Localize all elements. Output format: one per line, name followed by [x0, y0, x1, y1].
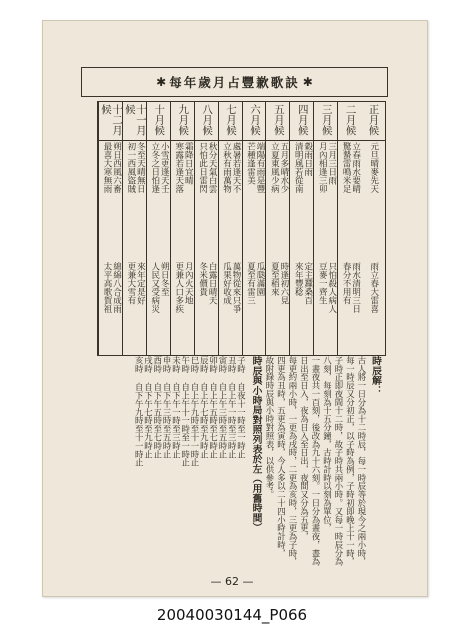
- month-label-text: 十一月候: [123, 104, 147, 136]
- hour-row: [190, 356, 200, 467]
- month-forecast-table: [97, 101, 386, 356]
- verse-text: 來年豐稔: [293, 262, 304, 296]
- hour-text: 卯時 自上午五時至七時止: [208, 356, 219, 459]
- hour-row: [227, 356, 237, 458]
- month-verse-lower: [290, 262, 314, 352]
- shichen-text-column: [277, 356, 287, 557]
- verse-text: 雨立春大雷喜: [368, 262, 379, 313]
- month-verse-lower: [219, 262, 243, 352]
- hour-text: 午時 自上午十一時至一時止: [180, 356, 191, 467]
- month-label: [338, 102, 362, 141]
- shichen-text: 日出至日入，夜為日入至日出，夜間又分為五更，: [299, 356, 310, 541]
- month-verse-upper: [314, 142, 338, 257]
- verse-text: 只怕此日雷閃: [197, 142, 208, 193]
- month-label: [219, 102, 243, 141]
- month-label: [171, 102, 195, 141]
- month-label: [266, 102, 290, 141]
- verse-text: 夏至有雷三: [245, 262, 256, 305]
- verse-text: 立冬之日怕逢: [149, 142, 160, 193]
- month-column: [194, 102, 219, 355]
- hour-text: 寅時 自上午三時至五時止: [217, 356, 228, 459]
- shichen-section: [97, 356, 384, 568]
- hour-row: [153, 356, 163, 458]
- star-icon: ✱: [302, 75, 313, 89]
- month-column: [313, 102, 338, 355]
- hour-text: 子時 自夜十一時至一時止: [236, 356, 247, 459]
- verse-text: 春分不用有: [341, 262, 352, 305]
- verse-text: 白露日晴天: [207, 262, 218, 305]
- verse-text: 秋分天氣白雲: [207, 142, 218, 193]
- month-label: [361, 102, 385, 141]
- verse-text: 穀雨日雨: [302, 142, 313, 176]
- hour-text: 亥時 自下午九時至十一時止: [134, 356, 145, 467]
- verse-text: 寒露若逢天落: [173, 142, 184, 193]
- verse-text: 冬米價貴: [197, 262, 208, 296]
- shichen-text-column: [311, 356, 321, 566]
- image-caption: 20040030144_P066: [156, 606, 308, 624]
- verse-text: 立夏東風少病: [269, 142, 280, 193]
- verse-text: 端陽有雨是豐: [254, 142, 265, 193]
- shichen-text: 四更為丑時，五更為寅時，今人多以二十四小時計時，: [276, 356, 287, 558]
- month-label: [243, 102, 267, 141]
- hour-row: [181, 356, 191, 467]
- shichen-text-column: [300, 356, 310, 541]
- month-column: [146, 102, 171, 355]
- month-verse-lower: [243, 262, 267, 352]
- hour-row: [209, 356, 219, 458]
- month-verse-lower: [338, 262, 362, 352]
- month-label-text: 五月候: [272, 104, 285, 136]
- hour-row: [134, 356, 144, 467]
- star-icon: ✱: [156, 75, 167, 89]
- verse-text: 定主蠶桑百: [302, 262, 313, 305]
- month-label-text: 六月候: [248, 104, 261, 136]
- month-label-text: 七月候: [225, 104, 238, 136]
- month-column: [122, 102, 147, 355]
- month-label-text: 二月候: [344, 104, 357, 136]
- verse-text: 夏至稻來: [269, 262, 280, 296]
- shichen-text: 子時正即夜間十二時，故子時共兩小時。又每一時辰分為: [334, 356, 344, 566]
- hour-table-title-text: 時辰與小時局對照列表於左（用舊時間）: [250, 356, 262, 533]
- month-label: [99, 102, 123, 141]
- shichen-text-column: [334, 356, 344, 566]
- month-label: [195, 102, 219, 141]
- month-column: [361, 102, 385, 355]
- verse-text: 初一西風盜賊: [125, 142, 136, 193]
- verse-text: 朔日西風六畜: [111, 142, 122, 193]
- verse-text: 瓜瓞滿園: [254, 262, 265, 296]
- verse-text: 處暑若逢天不: [231, 142, 242, 193]
- shichen-text: 古人將一日分為十二時辰，每一時辰等於現今之兩小時，: [357, 356, 367, 566]
- month-verse-lower: [195, 262, 219, 352]
- shichen-text-column: [288, 356, 298, 566]
- shichen-text-column: [357, 356, 367, 566]
- hour-text: 申時 自下午三時至五時止: [162, 356, 173, 459]
- shichen-text: 每一時辰又分初正，以子時為例，子時初即晚上十一時，: [345, 356, 356, 566]
- verse-text: 人民又受病災: [149, 262, 160, 313]
- month-verse-upper: [243, 142, 267, 257]
- month-column: [242, 102, 267, 355]
- month-verse-lower: [147, 262, 171, 352]
- hour-row: [171, 356, 181, 458]
- month-verse-lower: [361, 262, 385, 352]
- month-label: [290, 102, 314, 141]
- verse-text: 綿綿八合成雨: [111, 262, 122, 313]
- page-number: — 62 —: [210, 575, 254, 588]
- verse-text: 太平高歌賀祖: [101, 262, 112, 313]
- month-label-text: 三月候: [320, 104, 333, 136]
- verse-text: 萬物從來只爭: [231, 262, 242, 313]
- shichen-text: 八刻，每刻為十五分鐘，古時計時以刻為單位，: [322, 356, 333, 533]
- verse-text: 朔日冬至: [159, 262, 170, 296]
- verse-text: 霜降日宜晴: [183, 142, 194, 185]
- verse-text: 清明風若從南: [293, 142, 304, 193]
- month-verse-upper: [338, 142, 362, 257]
- verse-text: 來年定是好: [135, 262, 146, 305]
- month-column: [170, 102, 195, 355]
- month-column: [98, 102, 123, 355]
- shichen-title-text: 時辰解：: [370, 356, 381, 396]
- month-label-text: 十二月候: [99, 104, 123, 136]
- hour-row: [162, 356, 172, 458]
- month-verse-lower: [266, 262, 290, 352]
- shichen-text: 故附錄時辰與小時對照表，以供參考。: [265, 356, 275, 499]
- hour-table-title: [251, 356, 262, 532]
- month-verse-lower: [99, 262, 123, 352]
- shichen-text-column: [346, 356, 356, 566]
- month-label: [123, 102, 147, 141]
- verse-text: 月內火天地: [183, 262, 194, 305]
- month-verse-upper: [147, 142, 171, 257]
- shichen-text: 每更約兩小時，一更為戌時，二更為亥時，三更為子時，: [288, 356, 298, 566]
- page-title: 每年歲月占豐歉歌訣: [169, 75, 300, 90]
- month-verse-upper: [290, 142, 314, 257]
- month-label-text: 正月候: [367, 104, 380, 136]
- verse-text: 豆麥一齊生: [317, 262, 328, 305]
- month-column: [265, 102, 290, 355]
- month-label-text: 四月候: [296, 104, 309, 136]
- verse-text: 只怕殺人病人: [326, 262, 337, 313]
- hour-row: [144, 356, 154, 458]
- verse-text: 驚蟄雷鳴米足: [341, 142, 352, 193]
- shichen-text-column: [265, 356, 275, 499]
- month-column: [337, 102, 362, 355]
- verse-text: 立春雨水要晴: [350, 142, 361, 193]
- verse-text: 雨水清明三日: [350, 262, 361, 313]
- shichen-text: 一晝夜共一百刻，後改為九十六刻。一日分為晝夜，晝為: [311, 356, 321, 566]
- month-verse-upper: [219, 142, 243, 257]
- month-label-text: 九月候: [177, 104, 190, 136]
- hour-row: [218, 356, 228, 458]
- month-verse-upper: [361, 142, 385, 257]
- month-verse-lower: [123, 262, 147, 352]
- verse-text: 瓜果好收成: [221, 262, 232, 305]
- verse-text: 芒種逢雷美: [245, 142, 256, 185]
- month-verse-upper: [171, 142, 195, 257]
- month-verse-upper: [266, 142, 290, 257]
- verse-text: 小雪更逢天壬: [159, 142, 170, 193]
- verse-text: 立秋有雨萬物: [221, 142, 232, 193]
- hour-text: 辰時 自上午七時至九時止: [199, 356, 210, 459]
- month-label: [314, 102, 338, 141]
- page-header-box: [81, 67, 388, 97]
- month-verse-upper: [195, 142, 219, 257]
- month-verse-lower: [171, 262, 195, 352]
- shichen-title: [370, 356, 381, 395]
- shichen-text-column: [323, 356, 333, 532]
- verse-text: 三月三日雨: [326, 142, 337, 185]
- verse-text: 更兼大雪有: [125, 262, 136, 305]
- verse-text: 五月多晴水少: [278, 142, 289, 193]
- verse-text: 更兼人口多疾: [173, 262, 184, 313]
- hour-row: [237, 356, 247, 458]
- hour-text: 丑時 自上午一時至三時止: [227, 356, 238, 459]
- hour-text: 巳時 自上午九時至十一時止: [190, 356, 200, 467]
- hour-text: 酉時 自下午五時至七時止: [152, 356, 163, 459]
- month-verse-upper: [123, 142, 147, 257]
- verse-text: 時逢初六見: [278, 262, 289, 305]
- verse-text: 月內相逢三卯: [317, 142, 328, 193]
- hour-text: 未時 自下午一時至三時止: [171, 356, 182, 459]
- verse-text: 最喜大寒無雨: [101, 142, 112, 193]
- month-column: [289, 102, 314, 355]
- hour-row: [199, 356, 209, 458]
- month-column: [218, 102, 243, 355]
- month-label-text: 八月候: [201, 104, 214, 136]
- month-label: [147, 102, 171, 141]
- month-verse-upper: [99, 142, 123, 257]
- hour-text: 戌時 自下午七時至九時止: [143, 356, 154, 459]
- month-verse-lower: [314, 262, 338, 352]
- verse-text: 元旦晴麥先天: [368, 142, 379, 193]
- verse-text: 冬至天晴無日: [135, 142, 146, 193]
- month-label-text: 十月候: [153, 104, 166, 136]
